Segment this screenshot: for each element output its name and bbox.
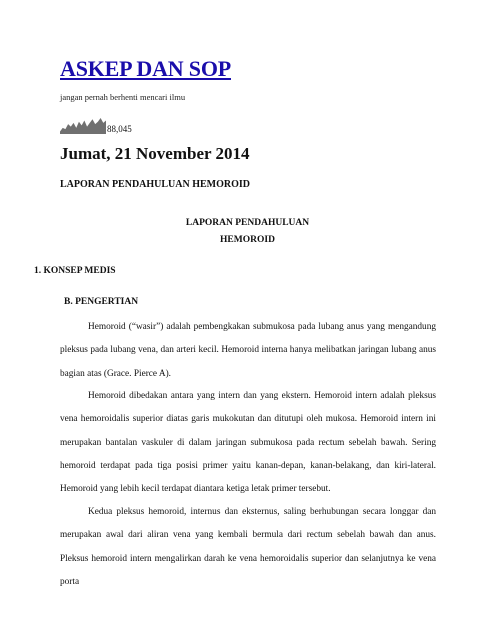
paragraph: Hemoroid (“wasir”) adalah pembengkakan submukosa pada lubang anus yang mengandung pleksus pada lubang vena, dan arteri kecil. Hemoroid interna hanya melibatkan jaringan lubang anus bagian atas (Grace. Pierce A). bbox=[60, 322, 436, 379]
post-date: Jumat, 21 November 2014 bbox=[60, 144, 250, 163]
document-heading-line1: LAPORAN PENDAHULUAN bbox=[185, 218, 310, 228]
subsection-heading-pengertian: B. PENGERTIAN bbox=[64, 297, 139, 307]
blog-description: jangan pernah berhenti mencari ilmu bbox=[60, 92, 186, 102]
sparkline-graph bbox=[60, 116, 106, 134]
post-title: LAPORAN PENDAHULUAN HEMOROID bbox=[60, 179, 250, 190]
pageview-counter bbox=[60, 114, 132, 134]
pageview-count: 88,045 bbox=[107, 124, 132, 134]
paragraph: Kedua pleksus hemoroid, internus dan eksternus, saling berhubungan secara longgar dan merupakan awal dari aliran vena yang kembali bermula dari rectum sebelah bawah dan anus. Pleksus hemoroid intern mengalirkan darah ke vena hemoroidalis superior dan selanjutnya ke vena porta bbox=[60, 507, 436, 587]
blog-title-link[interactable]: ASKEP DAN SOP bbox=[60, 56, 231, 81]
document-heading-line2: HEMOROID bbox=[220, 235, 275, 245]
section-heading-konsep-medis: 1. KONSEP MEDIS bbox=[34, 266, 116, 276]
paragraph: Hemoroid dibedakan antara yang intern dan yang ekstern. Hemoroid intern adalah pleksus vena hemoroidalis superior diatas garis mukokutan dan ditutupi oleh mukosa. Hemoroid intern ini merupakan bantalan vaskuler di dalam jaringan submukosa pada rectum sebelah bawah. Sering hemoroid terdapat pada tiga posisi primer yaitu kanan-depan, kanan-belakang, dan kiri-lateral. Hemoroid yang lebih kecil terdapat diantara ketiga letak primer tersebut. bbox=[60, 391, 436, 495]
sparkline-area bbox=[60, 118, 106, 134]
